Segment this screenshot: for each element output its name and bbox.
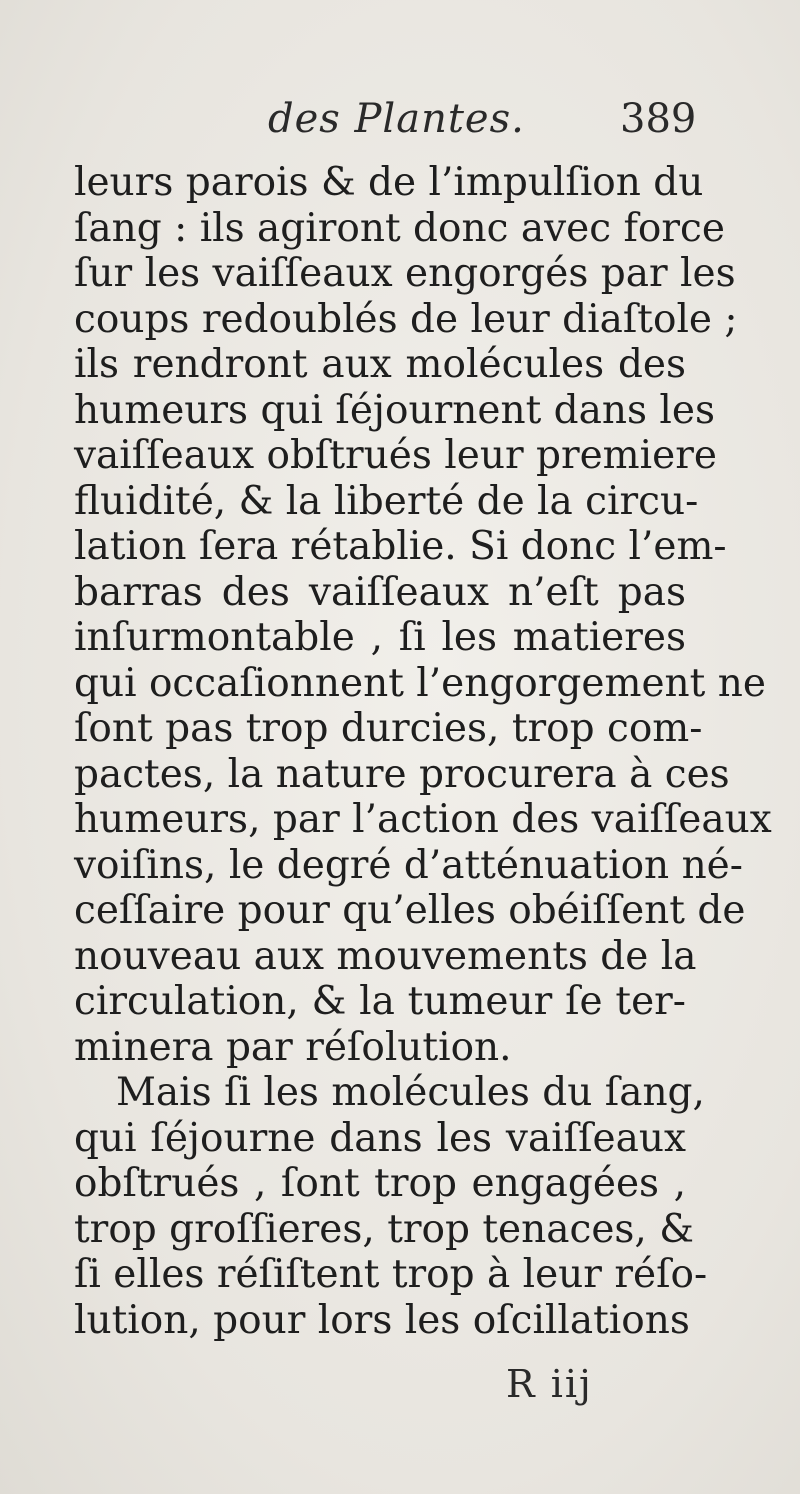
text-line: coups redoublés de leur diaſtole ; (74, 296, 738, 342)
text-line: trop groſſieres, trop tenaces, & (74, 1206, 694, 1252)
text-line: vaiſſeaux obſtrués leur premiere (74, 433, 717, 478)
text-line: obſtrués , ſont trop engagées , (74, 1161, 686, 1206)
page-header (0, 96, 800, 152)
body-text (74, 160, 772, 1343)
text-line: barras des vaiſſeaux n’eſt pas (74, 569, 686, 615)
text-line: humeurs qui ſéjournent dans les (74, 387, 715, 433)
text-line: ſont pas trop durcies, trop com- (74, 706, 703, 751)
running-title: des Plantes. (268, 96, 525, 142)
text-line: qui occaſionnent l’engorgement ne (74, 660, 766, 706)
text-line: minera par réſolution. (74, 1024, 512, 1070)
paragraph-1 (74, 160, 772, 1070)
paragraph-2 (74, 1070, 708, 1343)
text-line: ſi elles réſiſtent trop à leur réſo- (74, 1252, 708, 1297)
text-line: ils rendront aux molécules des (74, 342, 686, 387)
text-line: ceſſaire pour qu’elles obéiſſent de (74, 888, 746, 933)
text-line: circulation, & la tumeur ſe ter- (74, 979, 686, 1024)
text-line: leurs parois & de l’impulſion du (74, 160, 704, 205)
text-line: ſang : ils agiront donc avec force (74, 205, 725, 251)
signature-mark: R iij (506, 1362, 593, 1406)
text-line: pactes, la nature procurera à ces (74, 751, 730, 797)
text-line: inſurmontable , ſi les matieres (74, 615, 686, 660)
text-line: humeurs, par l’action des vaiſſeaux (74, 797, 772, 842)
text-line: lution, pour lors les oſcillations (74, 1297, 690, 1343)
text-line: qui ſéjourne dans les vaiſſeaux (74, 1115, 686, 1161)
text-line: voiſins, le degré d’atténuation né- (74, 842, 743, 888)
text-line: lation ſera rétablie. Si donc l’em- (74, 524, 727, 569)
text-line: Mais ſi les molécules du ſang, (116, 1070, 705, 1115)
text-line: nouveau aux mouvements de la (74, 933, 697, 979)
text-line: fluidité, & la liberté de la circu- (74, 478, 699, 524)
page-number: 389 (620, 96, 697, 142)
text-line: ſur les vaiſſeaux engorgés par les (74, 251, 736, 296)
